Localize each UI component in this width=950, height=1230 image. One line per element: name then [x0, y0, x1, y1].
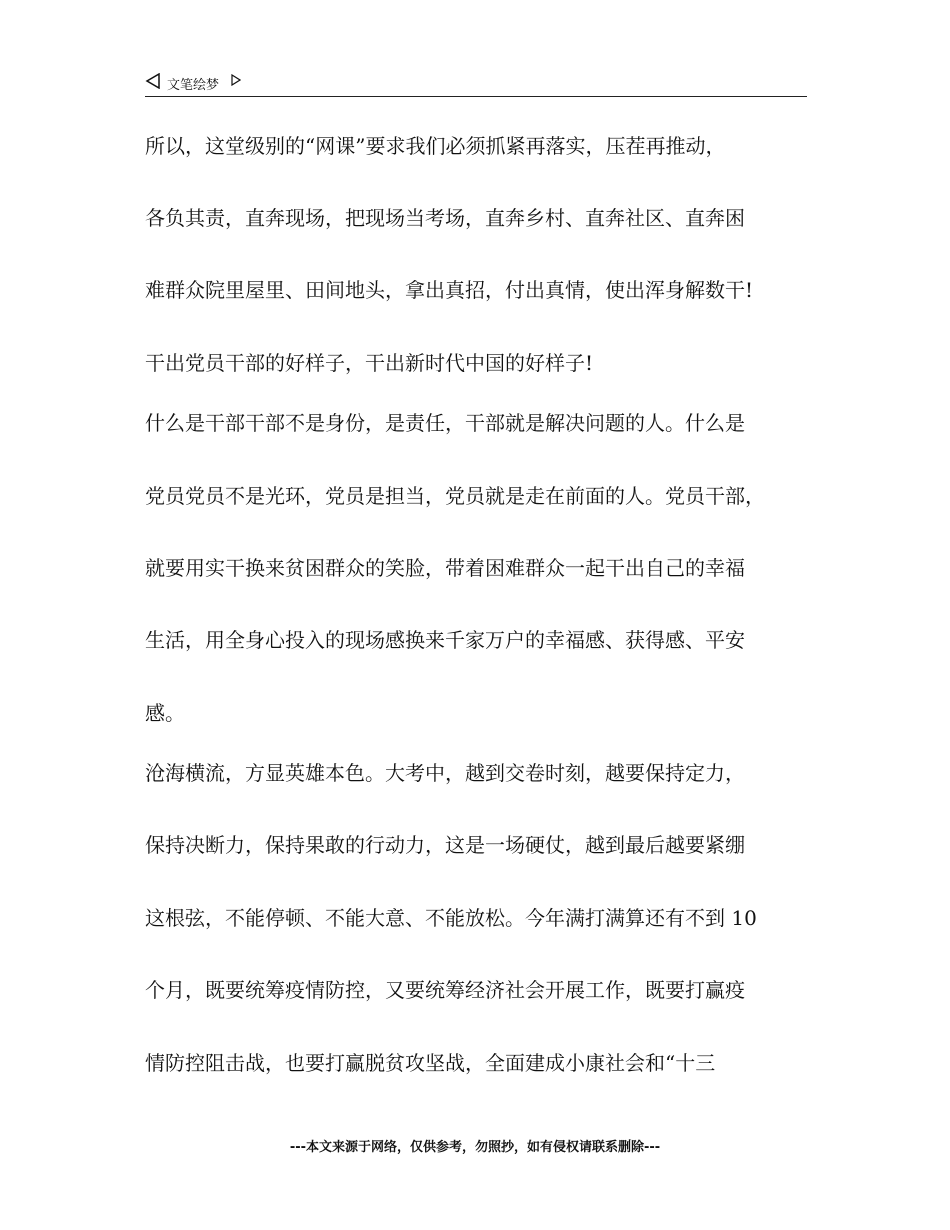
body-line: 沧海横流，方显英雄本色。大考中，越到交卷时刻，越要保持定力，: [145, 761, 745, 785]
body-line: 感。: [145, 701, 185, 725]
body-line: 就要用实干换来贫困群众的笑脸，带着困难群众一起干出自己的幸福: [145, 556, 745, 580]
body-line: 这根弦，不能停顿、不能大意、不能放松。今年满打满算还有不到 10: [145, 906, 757, 930]
body-line: 各负其责，直奔现场，把现场当考场，直奔乡村、直奔社区、直奔困: [145, 206, 745, 230]
triangle-left-outline-icon: [145, 73, 161, 89]
body-line: 所以，这堂级别的“网课”要求我们必须抓紧再落实，压茬再推动，: [145, 134, 726, 158]
body-line: 生活，用全身心投入的现场感换来千家万户的幸福感、获得感、平安: [145, 628, 745, 652]
page-footer: ---本文来源于网络，仅供参考，勿照抄，如有侵权请联系删除---: [289, 1140, 661, 1155]
body-line: 情防控阻击战，也要打赢脱贫攻坚战，全面建成小康社会和“十三: [145, 1051, 716, 1075]
body-line: 党员党员不是光环，党员是担当，党员就是走在前面的人。党员干部，: [145, 484, 765, 508]
body-line: 难群众院里屋里、田间地头，拿出真招，付出真情，使出浑身解数干!: [145, 278, 754, 302]
body-line: 个月，既要统筹疫情防控，又要统筹经济社会开展工作，既要打赢疫: [145, 978, 745, 1002]
body-line: 保持决断力，保持果敢的行动力，这是一场硬仗，越到最后越要紧绷: [145, 833, 745, 857]
body-line: 干出党员干部的好样子，干出新时代中国的好样子!: [145, 351, 594, 375]
triangle-right-outline-icon: [231, 74, 241, 86]
header-title: 文笔绘梦: [167, 78, 220, 93]
body-line: 什么是干部干部不是身份，是责任，干部就是解决问题的人。什么是: [145, 411, 745, 435]
page-header: [145, 70, 807, 97]
